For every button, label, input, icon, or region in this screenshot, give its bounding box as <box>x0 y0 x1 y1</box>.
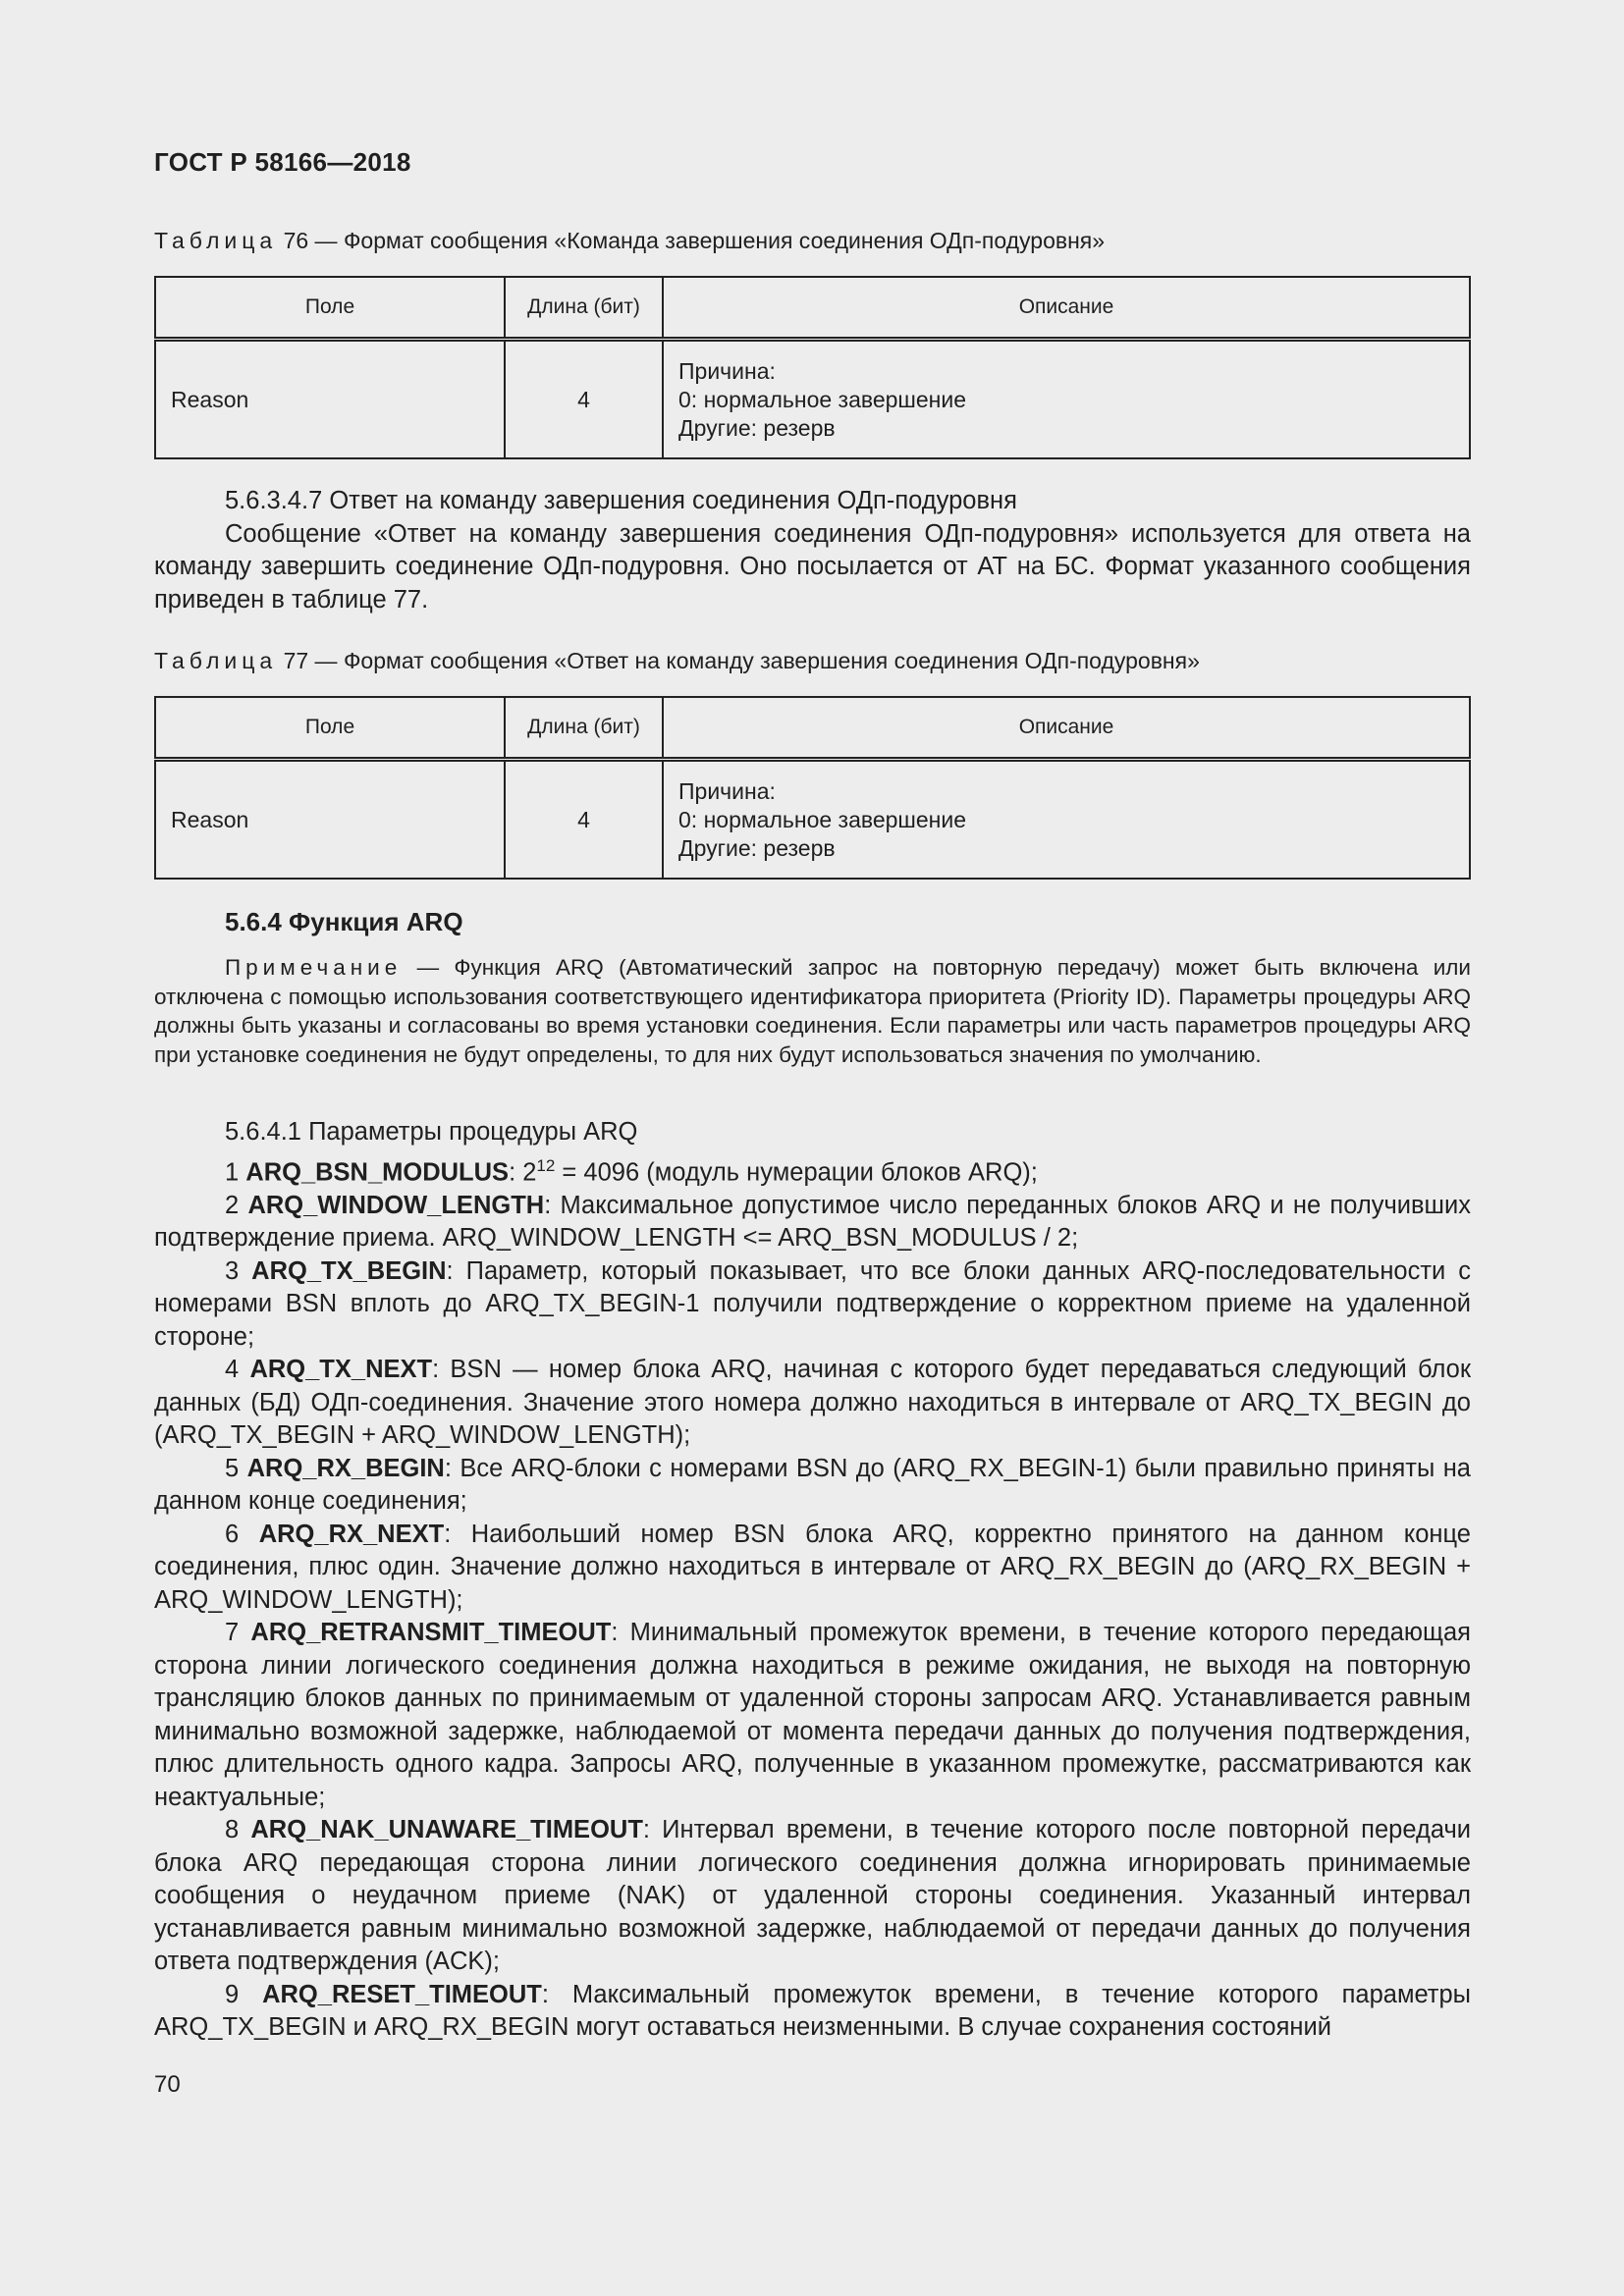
description-line: Другие: резерв <box>678 414 836 441</box>
parameter-number: 5 <box>225 1454 247 1482</box>
column-header-field: Поле <box>155 697 505 760</box>
page-number: 70 <box>154 2071 181 2098</box>
parameter-item <box>154 1453 1471 1519</box>
table-77-header-row <box>155 697 1470 760</box>
parameter-exponent: 12 <box>536 1155 556 1175</box>
parameter-number: 3 <box>225 1256 252 1285</box>
parameter-text: : BSN — номер блока ARQ, начиная с которого будет передаваться следующий блок данных (БД) ОДп-соединения. Значение этого номера должно находиться в интервале от ARQ_TX_BEGIN до (ARQ_TX_BEGIN + ARQ_WINDOW_LENGTH); <box>154 1356 1471 1449</box>
section-paragraph: Сообщение «Ответ на команду завершения соединения ОДп-подуровня» используется для ответа на команду завершить соединение ОДп-подуровня. Оно посылается от АТ на БС. Формат указанного сообщения приведен в таблице 77. <box>154 519 1471 614</box>
table-76-caption-text: 76 — Формат сообщения «Команда завершения соединения ОДп-подуровня» <box>277 228 1106 253</box>
parameter-text: : Все ARQ-блоки с номерами BSN до (ARQ_RX_BEGIN-1) были правильно приняты на данном конце соединения; <box>154 1454 1471 1515</box>
parameter-number: 7 <box>225 1619 251 1646</box>
parameter-text: : Максимальное допустимое число переданных блоков ARQ и не получивших подтверждение приема. ARQ_WINDOW_LENGTH <= ARQ_BSN_MODULUS / 2; <box>154 1191 1471 1252</box>
table-76-header-row <box>155 277 1470 340</box>
description-line: Причина: <box>678 357 776 384</box>
parameter-text: : 2 <box>509 1158 537 1186</box>
table-row <box>155 340 1470 459</box>
parameter-item <box>154 1519 1471 1618</box>
parameter-item <box>154 1149 1471 1190</box>
parameter-item <box>154 1190 1471 1255</box>
parameter-text: : Интервал времени, в течение которого после повторной передачи блока ARQ передающая сторона линии логического соединения должна игнорировать принимаемые сообщения о неудачном приеме (NAK) от удаленной стороны соединения. Указанный интервал устанавливается равным минимально возможной задержке, наблюдаемой от передачи данных до получения ответа подтверждения (ACK); <box>154 1816 1471 1975</box>
parameter-name: ARQ_RETRANSMIT_TIMEOUT <box>250 1619 612 1646</box>
parameter-name: ARQ_RX_BEGIN <box>246 1454 445 1482</box>
section-5-6-3-4-7 <box>154 485 1471 616</box>
note-block <box>154 953 1471 1069</box>
parameter-text: : Наибольший номер BSN блока ARQ, корректно принятого на данном конце соединения, плюс один. Значение должно находиться в интервале от ARQ_RX_BEGIN до (ARQ_RX_BEGIN + ARQ_WINDOW_LENGTH); <box>154 1520 1471 1614</box>
parameter-text: = 4096 (модуль нумерации блоков ARQ); <box>555 1158 1038 1186</box>
description-line: 0: нормальное завершение <box>678 806 967 832</box>
cell-field: Reason <box>155 340 505 459</box>
table-76-caption <box>154 228 1105 254</box>
parameter-number: 6 <box>225 1520 259 1548</box>
column-header-description: Описание <box>663 277 1470 340</box>
parameter-name: ARQ_TX_NEXT <box>249 1356 433 1383</box>
parameter-number: 4 <box>225 1356 250 1383</box>
table-77 <box>154 696 1471 880</box>
column-header-field: Поле <box>155 277 505 340</box>
description-line: 0: нормальное завершение <box>678 386 967 412</box>
section-5-6-4-title: 5.6.4 Функция ARQ <box>225 907 463 936</box>
parameter-item <box>154 1617 1471 1814</box>
column-header-length: Длина (бит) <box>505 277 663 340</box>
parameter-item <box>154 1255 1471 1355</box>
cell-description <box>663 340 1470 459</box>
cell-field: Reason <box>155 760 505 880</box>
parameter-number: 8 <box>225 1816 251 1843</box>
note-label: Примечание <box>225 955 403 980</box>
table-77-caption-label: Таблица <box>154 648 278 673</box>
document-header: ГОСТ Р 58166—2018 <box>154 147 411 177</box>
parameter-number: 2 <box>225 1191 248 1219</box>
description-line: Другие: резерв <box>678 834 836 861</box>
table-76-caption-label: Таблица <box>154 228 278 253</box>
parameter-name: ARQ_RESET_TIMEOUT <box>262 1980 542 2008</box>
cell-length: 4 <box>505 760 663 880</box>
parameter-number: 9 <box>225 1980 263 2008</box>
parameter-name: ARQ_WINDOW_LENGTH <box>247 1191 545 1219</box>
note-text: — Функция ARQ (Автоматический запрос на повторную передачу) может быть включена или отключена с помощью использования соответствующего идентификатора приоритета (Priority ID). Параметры процедуры ARQ должны быть указаны и согласованы во время установки соединения. Если параметры или часть параметров процедуры ARQ при установке соединения не будут определены, то для них будут использоваться значения по умолчанию. <box>154 955 1471 1067</box>
table-row <box>155 760 1470 880</box>
parameter-item <box>154 1814 1471 1979</box>
parameter-name: ARQ_RX_NEXT <box>258 1520 445 1548</box>
cell-length: 4 <box>505 340 663 459</box>
parameter-item <box>154 1979 1471 2045</box>
parameter-text: : Параметр, который показывает, что все блоки данных ARQ-последовательности с номерами BSN вплоть до ARQ_TX_BEGIN-1 получили подтверждение о корректном приеме на удаленной стороне; <box>154 1256 1471 1351</box>
description-line: Причина: <box>678 777 776 804</box>
parameters-heading: 5.6.4.1 Параметры процедуры ARQ <box>225 1118 638 1146</box>
parameters-section <box>154 1116 1471 2045</box>
cell-description <box>663 760 1470 880</box>
table-76 <box>154 276 1471 459</box>
parameter-name: ARQ_BSN_MODULUS <box>245 1158 510 1186</box>
table-77-caption <box>154 648 1200 674</box>
parameter-text: : Минимальный промежуток времени, в течение которого передающая сторона линии логического соединения должна находиться в режиме ожидания, не выходя на повторную трансляцию блоков данных по принимаемым от удаленной стороны запросам ARQ. Устанавливается равным минимально возможной задержке, наблюдаемой от момента передачи данных до получения подтверждения, плюс длительность одного кадра. Запросы ARQ, полученные в указанном промежутке, рассматриваются как неактуальные; <box>154 1619 1471 1811</box>
parameter-number: 1 <box>225 1158 246 1186</box>
column-header-length: Длина (бит) <box>505 697 663 760</box>
parameter-name: ARQ_NAK_UNAWARE_TIMEOUT <box>250 1816 643 1843</box>
parameter-text: : Максимальный промежуток времени, в течение которого параметры ARQ_TX_BEGIN и ARQ_RX_BEGIN могут оставаться неизменными. В случае сохранения состояний <box>154 1980 1471 2041</box>
parameter-name: ARQ_TX_BEGIN <box>251 1256 447 1285</box>
section-heading: 5.6.3.4.7 Ответ на команду завершения соединения ОДп-подуровня <box>225 487 1017 514</box>
table-77-caption-text: 77 — Формат сообщения «Ответ на команду завершения соединения ОДп-подуровня» <box>277 648 1200 673</box>
parameter-item <box>154 1354 1471 1453</box>
column-header-description: Описание <box>663 697 1470 760</box>
